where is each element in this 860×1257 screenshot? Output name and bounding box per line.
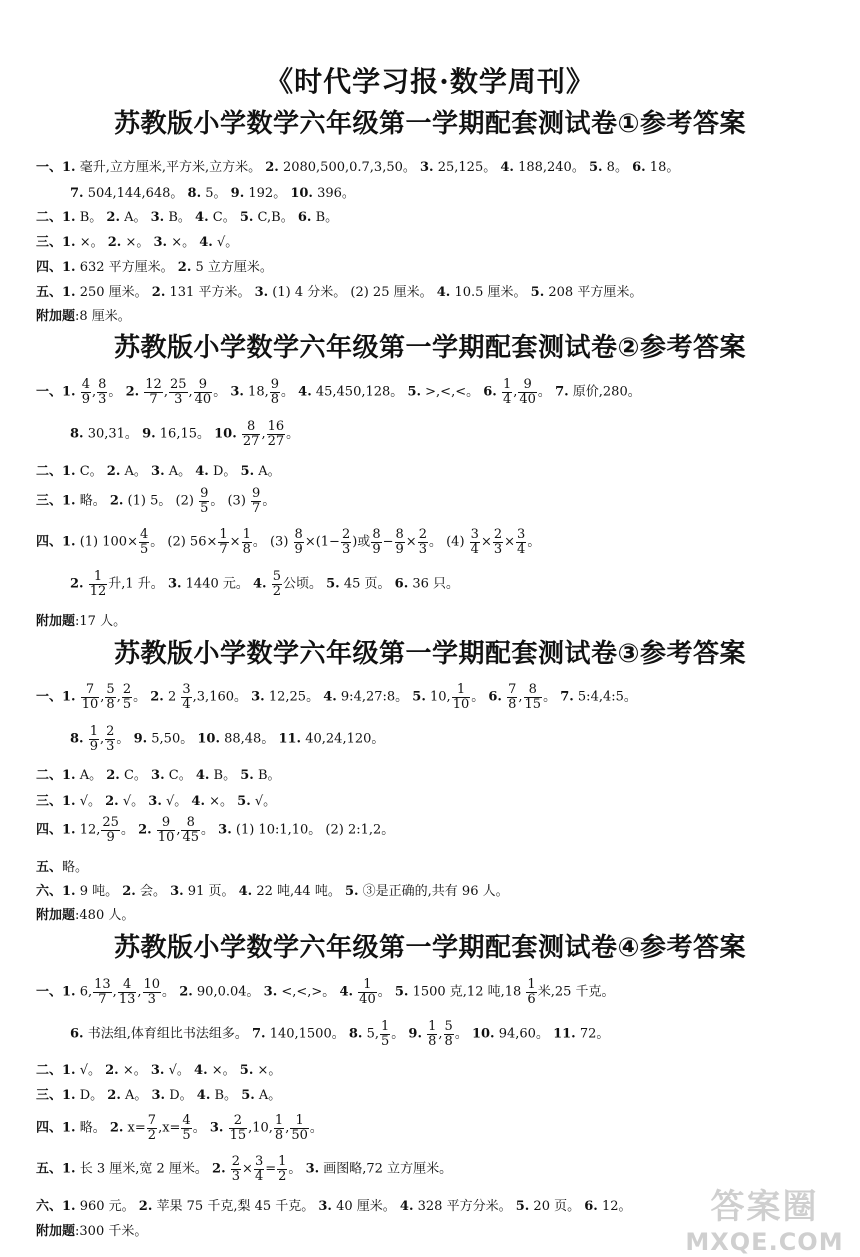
- answer-line: 一、1. 毫升,立方厘米,平方米,立方米。 2. 2080,500,0.7,3,50。 3. 25,125。 4. 188,240。 5. 8。 6. 18。: [36, 160, 680, 175]
- fraction: $\frac{3}{4}$: [182, 682, 191, 712]
- fraction: $\frac{1}{40}$: [359, 977, 376, 1007]
- answer-line: 四、1. 略。 2. x= $\frac{7}{2}$ ,x= $\frac{4}{5}$ 。 3. $\frac{2}{15}$ ,10, $\frac{1}{8}$ , $\frac{1}{50}$ 。: [36, 1113, 323, 1143]
- fraction: $\frac{16}{27}$: [267, 419, 285, 449]
- fraction: $\frac{8}{9}$: [395, 527, 404, 557]
- fraction: $\frac{9}{40}$: [194, 377, 212, 407]
- answer-section-3: [0, 632, 860, 676]
- fraction: $\frac{4}{5}$: [139, 527, 149, 557]
- fraction: $\frac{1}{6}$: [527, 977, 536, 1007]
- fraction: $\frac{2}{15}$: [229, 1113, 247, 1143]
- answer-line: 7. 504,144,648。 8. 5。 9. 192。 10. 396。: [70, 186, 355, 201]
- answer-section-2: [0, 326, 860, 370]
- fraction: $\frac{9}{7}$: [252, 486, 261, 516]
- fraction: $\frac{4}{5}$: [182, 1113, 191, 1143]
- fraction: $\frac{9}{8}$: [270, 377, 280, 407]
- answer-line: 五、略。: [36, 860, 89, 875]
- fraction: $\frac{2}{5}$: [122, 682, 132, 712]
- fraction: $\frac{8}{9}$: [372, 527, 381, 557]
- fraction: $\frac{8}{15}$: [524, 682, 542, 712]
- section-title: 苏教版小学数学六年级第一学期配套测试卷①参考答案: [113, 109, 746, 139]
- fraction: $\frac{25}{3}$: [169, 377, 187, 407]
- fraction: $\frac{2}{3}$: [106, 724, 115, 754]
- fraction: $\frac{1}{50}$: [291, 1113, 308, 1143]
- answer-section-4: [0, 926, 860, 970]
- section-title: 苏教版小学数学六年级第一学期配套测试卷②参考答案: [113, 333, 746, 363]
- fraction: $\frac{3}{4}$: [470, 527, 479, 557]
- answer-line: 一、1. $\frac{7}{10}$ , $\frac{5}{8}$ , $\frac{2}{5}$ 。 2. 2 $\frac{3}{4}$ ,3,160。 3. 12,25。 4. 9:4,27:8。 5. 10, $\frac{1}{10}$ 。 6. $\frac{7}{8}$ , $\frac{8}{15}$ 。 7. 5:4,4:5。: [36, 682, 637, 712]
- answer-line: 五、1. 250 厘米。 2. 131 平方米。 3. (1) 4 分米。 (2) 25 厘米。 4. 10.5 厘米。 5. 208 平方厘米。: [36, 285, 643, 300]
- fraction: $\frac{1}{10}$: [452, 682, 470, 712]
- fraction: $\frac{2}{3}$: [341, 527, 351, 557]
- watermark-logo-text: 答案圈: [710, 1187, 819, 1227]
- fraction: $\frac{2}{3}$: [493, 527, 503, 557]
- answer-line: 8. $\frac{1}{9}$ , $\frac{2}{3}$ 。 9. 5,50。 10. 88,48。 11. 40,24,120。: [70, 724, 385, 754]
- fraction: $\frac{9}{40}$: [519, 377, 536, 407]
- fraction: $\frac{7}{2}$: [147, 1113, 157, 1143]
- answer-line: 四、1. (1) 100× $\frac{4}{5}$ 。 (2) 56× $\frac{1}{7}$ × $\frac{1}{8}$ 。 (3) $\frac{8}{9}$ ×(1− $\frac{2}{3}$ )或 $\frac{8}{9}$ − $\frac{8}{9}$ × $\frac{2}{3}$ 。 (4) $\frac{3}{4}$ × $\frac{2}{3}$ × $\frac{3}{4}$ 。: [36, 527, 541, 557]
- fraction: $\frac{25}{9}$: [102, 815, 119, 845]
- answer-line: 四、1. 12, $\frac{25}{9}$ 。 2. $\frac{9}{10}$ , $\frac{8}{45}$ 。 3. (1) 10:1,10。 (2) 2:1,2。: [36, 815, 395, 845]
- answer-line: 二、1. B。 2. A。 3. B。 4. C。 5. C,B。 6. B。: [36, 210, 339, 225]
- fraction: $\frac{1}{5}$: [380, 1019, 390, 1049]
- answer-line: 2. $\frac{1}{12}$ 升,1 升。 3. 1440 元。 4. $\frac{5}{2}$ 公顷。 5. 45 页。 6. 36 只。: [70, 569, 460, 599]
- fraction: $\frac{12}{7}$: [145, 377, 162, 407]
- masthead-title: 《时代学习报·数学周刊》: [265, 65, 595, 98]
- fraction: $\frac{8}{3}$: [98, 377, 107, 407]
- answer-line: 六、1. 9 吨。 2. 会。 3. 91 页。 4. 22 吨,44 吨。 5. ③是正确的,共有 96 人。: [36, 884, 509, 899]
- answer-line: 六、1. 960 元。 2. 苹果 75 千克,梨 45 千克。 3. 40 厘米。 4. 328 平方分米。 5. 20 页。 6. 12。: [36, 1199, 632, 1214]
- answer-line: 8. 30,31。 9. 16,15。 10. $\frac{8}{27}$ , $\frac{16}{27}$ 。: [70, 419, 300, 449]
- fraction: $\frac{9}{5}$: [200, 486, 209, 516]
- fraction: $\frac{2}{3}$: [418, 527, 427, 557]
- answer-line: 一、1. $\frac{4}{9}$ , $\frac{8}{3}$ 。 2. $\frac{12}{7}$ , $\frac{25}{3}$ , $\frac{9}{40}$ 。 3. 18, $\frac{9}{8}$ 。 4. 45,450,128。 5. >,<,<。 6. $\frac{1}{4}$ , $\frac{9}{40}$ 。 7. 原价,280。: [36, 377, 641, 407]
- fraction: $\frac{1}{8}$: [242, 527, 251, 557]
- fraction: $\frac{13}{7}$: [94, 977, 111, 1007]
- answer-line: 三、1. √。 2. √。 3. √。 4. ×。 5. √。: [36, 794, 277, 809]
- answer-line: 二、1. √。 2. ×。 3. √。 4. ×。 5. ×。: [36, 1063, 282, 1078]
- fraction: $\frac{7}{8}$: [508, 682, 517, 712]
- fraction: $\frac{8}{9}$: [294, 527, 303, 557]
- answer-line: 一、1. 6, $\frac{13}{7}$ , $\frac{4}{13}$ , $\frac{10}{3}$ 。 2. 90,0.04。 3. <,<,>。 4. $\frac{1}{40}$ 。 5. 1500 克,12 吨,18 $\frac{1}{6}$ 米,25 千克。: [36, 977, 615, 1007]
- fraction: $\frac{4}{9}$: [81, 377, 90, 407]
- section-title: 苏教版小学数学六年级第一学期配套测试卷③参考答案: [113, 639, 746, 669]
- fraction: $\frac{1}{9}$: [89, 724, 98, 754]
- fraction: $\frac{9}{10}$: [157, 815, 175, 845]
- answer-line: 五、1. 长 3 厘米,宽 2 厘米。 2. $\frac{2}{3}$ × $\frac{3}{4}$ = $\frac{1}{2}$ 。 3. 画图略,72 立方厘米。: [36, 1154, 453, 1184]
- section-title: 苏教版小学数学六年级第一学期配套测试卷④参考答案: [113, 933, 746, 963]
- answer-section-1: [0, 102, 860, 146]
- fraction: $\frac{8}{45}$: [182, 815, 200, 845]
- answer-line: 四、1. 632 平方厘米。 2. 5 立方厘米。: [36, 260, 273, 275]
- fraction: $\frac{10}{3}$: [143, 977, 161, 1007]
- fraction: $\frac{1}{7}$: [219, 527, 228, 557]
- fraction: $\frac{1}{12}$: [89, 569, 107, 599]
- fraction: $\frac{1}{8}$: [274, 1113, 284, 1143]
- answer-line: 附加题:8 厘米。: [36, 309, 131, 324]
- fraction: $\frac{3}{4}$: [254, 1154, 264, 1184]
- answer-line: 6. 书法组,体育组比书法组多。 7. 140,1500。 8. 5, $\frac{1}{5}$ 。 9. $\frac{1}{8}$ , $\frac{5}{8}$ 。 10. 94,60。 11. 72。: [70, 1019, 610, 1049]
- answer-line: 附加题:300 千米。: [36, 1224, 148, 1239]
- fraction: $\frac{5}{8}$: [444, 1019, 453, 1049]
- answer-line: 二、1. A。 2. C。 3. C。 4. B。 5. B。: [36, 768, 281, 783]
- fraction: $\frac{3}{4}$: [517, 527, 526, 557]
- fraction: $\frac{8}{27}$: [242, 419, 260, 449]
- fraction: $\frac{2}{3}$: [231, 1154, 241, 1184]
- answer-line: 二、1. C。 2. A。 3. A。 4. D。 5. A。: [36, 464, 281, 479]
- answer-line: 三、1. ×。 2. ×。 3. ×。 4. √。: [36, 235, 239, 250]
- answer-line: 附加题:480 人。: [36, 908, 135, 923]
- fraction: $\frac{7}{10}$: [81, 682, 99, 712]
- fraction: $\frac{1}{2}$: [278, 1154, 287, 1184]
- watermark-url: MXQE.COM: [685, 1228, 844, 1256]
- fraction: $\frac{5}{8}$: [106, 682, 115, 712]
- fraction: $\frac{4}{13}$: [118, 977, 136, 1007]
- fraction: $\frac{1}{4}$: [502, 377, 512, 407]
- fraction: $\frac{1}{8}$: [428, 1019, 437, 1049]
- site-watermark: [677, 1179, 852, 1256]
- answer-line: 附加题:17 人。: [36, 614, 127, 629]
- answer-line: 三、1. 略。 2. (1) 5。 (2) $\frac{9}{5}$ 。 (3) $\frac{9}{7}$ 。: [36, 486, 276, 516]
- fraction: $\frac{5}{2}$: [272, 569, 281, 599]
- answer-line: 三、1. D。 2. A。 3. D。 4. B。 5. A。: [36, 1088, 282, 1103]
